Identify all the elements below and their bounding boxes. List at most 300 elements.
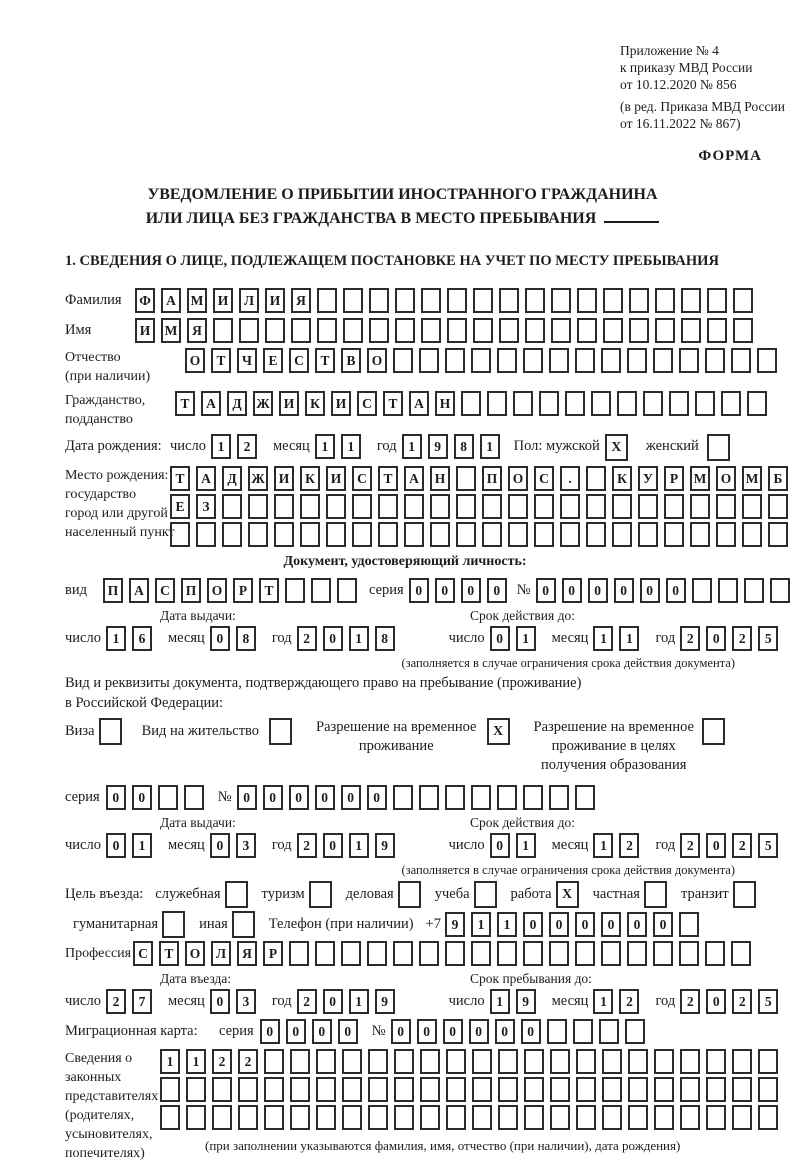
char-cell[interactable] [289,941,309,966]
char-cell[interactable] [445,941,465,966]
char-cell[interactable] [316,1077,336,1102]
char-cell[interactable]: 0 [323,833,343,858]
char-cell[interactable]: Н [435,391,455,416]
char-cell[interactable] [368,1105,388,1130]
char-cell[interactable] [680,1105,700,1130]
char-cell[interactable]: 0 [315,785,335,810]
char-cell[interactable]: И [265,288,285,313]
char-cell[interactable] [768,494,788,519]
char-cell[interactable] [523,348,543,373]
char-cell[interactable]: Ф [135,288,155,313]
char-cell[interactable]: Т [315,348,335,373]
char-cell[interactable] [445,785,465,810]
char-cell[interactable] [669,391,689,416]
char-cell[interactable] [352,522,372,547]
char-cell[interactable] [238,1105,258,1130]
char-cell[interactable]: 0 [487,578,507,603]
char-cell[interactable] [368,1077,388,1102]
char-cell[interactable] [456,522,476,547]
char-cell[interactable]: 0 [210,989,230,1014]
char-cell[interactable]: 0 [521,1019,541,1044]
char-cell[interactable] [690,494,710,519]
char-cell[interactable] [430,522,450,547]
char-cell[interactable]: Р [263,941,283,966]
char-cell[interactable] [586,522,606,547]
char-cell[interactable] [629,318,649,343]
char-cell[interactable] [524,1105,544,1130]
char-cell[interactable]: 0 [562,578,582,603]
char-cell[interactable] [404,522,424,547]
char-cell[interactable]: Ж [253,391,273,416]
char-cell[interactable] [430,494,450,519]
char-cell[interactable] [393,785,413,810]
char-cell[interactable]: К [612,466,632,491]
char-cell[interactable] [497,941,517,966]
char-cell[interactable] [508,522,528,547]
char-cell[interactable]: С [289,348,309,373]
char-cell[interactable] [643,391,663,416]
char-cell[interactable]: X [605,434,628,461]
char-cell[interactable] [591,391,611,416]
char-cell[interactable] [575,348,595,373]
char-cell[interactable] [212,1077,232,1102]
char-cell[interactable] [378,494,398,519]
char-cell[interactable] [309,881,332,908]
char-cell[interactable]: 0 [341,785,361,810]
char-cell[interactable]: 0 [237,785,257,810]
char-cell[interactable] [732,1077,752,1102]
char-cell[interactable] [274,494,294,519]
char-cell[interactable] [577,288,597,313]
char-cell[interactable] [316,1105,336,1130]
char-cell[interactable] [472,1105,492,1130]
char-cell[interactable] [394,1077,414,1102]
char-cell[interactable]: 0 [323,626,343,651]
char-cell[interactable]: 0 [435,578,455,603]
char-cell[interactable] [575,941,595,966]
char-cell[interactable]: 2 [680,626,700,651]
char-cell[interactable]: М [742,466,762,491]
char-cell[interactable] [550,1077,570,1102]
char-cell[interactable]: А [161,288,181,313]
char-cell[interactable] [586,494,606,519]
char-cell[interactable]: 2 [732,626,752,651]
char-cell[interactable] [524,1049,544,1074]
char-cell[interactable] [524,1077,544,1102]
char-cell[interactable] [702,718,725,745]
char-cell[interactable] [718,578,738,603]
char-cell[interactable] [213,318,233,343]
char-cell[interactable] [498,1049,518,1074]
char-cell[interactable]: 1 [480,434,500,459]
char-cell[interactable] [628,1105,648,1130]
char-cell[interactable]: 0 [575,912,595,937]
char-cell[interactable] [655,288,675,313]
char-cell[interactable] [264,1077,284,1102]
char-cell[interactable] [446,1105,466,1130]
char-cell[interactable] [733,881,756,908]
char-cell[interactable] [680,1077,700,1102]
char-cell[interactable]: 0 [312,1019,332,1044]
char-cell[interactable]: . [560,466,580,491]
char-cell[interactable]: 8 [454,434,474,459]
char-cell[interactable]: 0 [263,785,283,810]
char-cell[interactable] [679,941,699,966]
char-cell[interactable] [716,494,736,519]
char-cell[interactable] [744,578,764,603]
char-cell[interactable]: 3 [236,989,256,1014]
char-cell[interactable]: М [690,466,710,491]
char-cell[interactable] [342,1105,362,1130]
char-cell[interactable]: 1 [186,1049,206,1074]
char-cell[interactable]: 3 [236,833,256,858]
char-cell[interactable]: 1 [160,1049,180,1074]
char-cell[interactable] [264,1105,284,1130]
char-cell[interactable]: 0 [286,1019,306,1044]
char-cell[interactable] [160,1077,180,1102]
char-cell[interactable]: 9 [375,833,395,858]
char-cell[interactable]: С [357,391,377,416]
char-cell[interactable] [393,941,413,966]
char-cell[interactable] [378,522,398,547]
char-cell[interactable] [420,1049,440,1074]
char-cell[interactable] [625,1019,645,1044]
char-cell[interactable] [419,348,439,373]
char-cell[interactable]: 2 [680,989,700,1014]
char-cell[interactable]: 2 [238,1049,258,1074]
char-cell[interactable]: И [135,318,155,343]
char-cell[interactable] [576,1049,596,1074]
char-cell[interactable] [601,348,621,373]
char-cell[interactable] [499,318,519,343]
char-cell[interactable] [212,1105,232,1130]
char-cell[interactable] [186,1077,206,1102]
char-cell[interactable]: 9 [445,912,465,937]
char-cell[interactable]: Н [430,466,450,491]
char-cell[interactable] [644,881,667,908]
char-cell[interactable] [681,288,701,313]
char-cell[interactable] [341,941,361,966]
char-cell[interactable]: 0 [469,1019,489,1044]
char-cell[interactable]: Т [378,466,398,491]
char-cell[interactable] [420,1077,440,1102]
char-cell[interactable]: Я [291,288,311,313]
char-cell[interactable] [326,522,346,547]
char-cell[interactable]: И [213,288,233,313]
char-cell[interactable]: 5 [758,989,778,1014]
char-cell[interactable] [395,318,415,343]
char-cell[interactable] [732,1049,752,1074]
char-cell[interactable] [525,318,545,343]
char-cell[interactable]: К [300,466,320,491]
char-cell[interactable]: 1 [516,626,536,651]
char-cell[interactable] [337,578,357,603]
char-cell[interactable]: 0 [536,578,556,603]
char-cell[interactable] [539,391,559,416]
char-cell[interactable] [549,785,569,810]
char-cell[interactable]: 0 [549,912,569,937]
char-cell[interactable]: 1 [402,434,422,459]
char-cell[interactable] [291,318,311,343]
char-cell[interactable]: И [326,466,346,491]
char-cell[interactable] [612,494,632,519]
char-cell[interactable] [487,391,507,416]
char-cell[interactable] [523,941,543,966]
char-cell[interactable] [456,494,476,519]
char-cell[interactable] [586,466,606,491]
char-cell[interactable] [311,578,331,603]
char-cell[interactable] [398,881,421,908]
char-cell[interactable] [576,1105,596,1130]
char-cell[interactable] [471,785,491,810]
char-cell[interactable] [248,494,268,519]
char-cell[interactable] [599,1019,619,1044]
char-cell[interactable] [394,1049,414,1074]
char-cell[interactable] [264,1049,284,1074]
char-cell[interactable]: 0 [601,912,621,937]
char-cell[interactable] [573,1019,593,1044]
char-cell[interactable]: 0 [461,578,481,603]
char-cell[interactable]: А [409,391,429,416]
char-cell[interactable]: 2 [237,434,257,459]
char-cell[interactable] [602,1049,622,1074]
char-cell[interactable] [758,1049,778,1074]
char-cell[interactable]: 9 [428,434,448,459]
char-cell[interactable]: 1 [593,833,613,858]
char-cell[interactable] [316,1049,336,1074]
char-cell[interactable]: Д [227,391,247,416]
char-cell[interactable]: 0 [106,785,126,810]
char-cell[interactable] [499,288,519,313]
char-cell[interactable]: М [187,288,207,313]
char-cell[interactable]: С [155,578,175,603]
char-cell[interactable]: 0 [523,912,543,937]
char-cell[interactable] [575,785,595,810]
char-cell[interactable] [472,1077,492,1102]
char-cell[interactable]: У [638,466,658,491]
char-cell[interactable]: И [331,391,351,416]
char-cell[interactable]: X [556,881,579,908]
char-cell[interactable] [638,522,658,547]
char-cell[interactable]: 1 [593,989,613,1014]
char-cell[interactable]: Ж [248,466,268,491]
char-cell[interactable]: П [482,466,502,491]
char-cell[interactable] [290,1105,310,1130]
char-cell[interactable] [706,1049,726,1074]
char-cell[interactable]: Т [170,466,190,491]
char-cell[interactable] [758,1105,778,1130]
char-cell[interactable]: 6 [132,626,152,651]
char-cell[interactable]: 0 [627,912,647,937]
char-cell[interactable] [655,318,675,343]
char-cell[interactable]: 0 [391,1019,411,1044]
char-cell[interactable] [654,1105,674,1130]
char-cell[interactable]: 1 [132,833,152,858]
char-cell[interactable] [547,1019,567,1044]
char-cell[interactable] [239,318,259,343]
char-cell[interactable] [162,911,185,938]
char-cell[interactable] [421,288,441,313]
char-cell[interactable] [473,318,493,343]
char-cell[interactable]: И [274,466,294,491]
char-cell[interactable]: 1 [349,989,369,1014]
char-cell[interactable] [160,1105,180,1130]
char-cell[interactable] [342,1049,362,1074]
char-cell[interactable]: 2 [732,833,752,858]
char-cell[interactable]: А [129,578,149,603]
char-cell[interactable] [315,941,335,966]
char-cell[interactable] [653,348,673,373]
char-cell[interactable]: С [352,466,372,491]
char-cell[interactable] [352,494,372,519]
char-cell[interactable]: В [341,348,361,373]
char-cell[interactable]: 1 [341,434,361,459]
char-cell[interactable] [629,288,649,313]
char-cell[interactable]: П [103,578,123,603]
char-cell[interactable] [474,881,497,908]
char-cell[interactable] [446,1077,466,1102]
char-cell[interactable] [742,522,762,547]
char-cell[interactable] [419,941,439,966]
char-cell[interactable] [482,522,502,547]
char-cell[interactable]: О [508,466,528,491]
char-cell[interactable]: 7 [132,989,152,1014]
char-cell[interactable] [367,941,387,966]
char-cell[interactable]: 2 [680,833,700,858]
char-cell[interactable] [473,288,493,313]
char-cell[interactable] [446,1049,466,1074]
char-cell[interactable] [565,391,585,416]
char-cell[interactable]: 0 [614,578,634,603]
char-cell[interactable] [692,578,712,603]
char-cell[interactable] [497,785,517,810]
char-cell[interactable] [747,391,767,416]
char-cell[interactable]: 2 [297,626,317,651]
char-cell[interactable]: Д [222,466,242,491]
char-cell[interactable] [716,522,736,547]
char-cell[interactable] [186,1105,206,1130]
char-cell[interactable] [732,1105,752,1130]
char-cell[interactable]: Т [175,391,195,416]
char-cell[interactable]: 0 [409,578,429,603]
char-cell[interactable] [525,288,545,313]
char-cell[interactable]: Т [383,391,403,416]
char-cell[interactable]: 0 [495,1019,515,1044]
char-cell[interactable]: С [534,466,554,491]
char-cell[interactable] [654,1049,674,1074]
char-cell[interactable]: 1 [349,833,369,858]
char-cell[interactable] [222,522,242,547]
char-cell[interactable]: 2 [297,989,317,1014]
char-cell[interactable]: 0 [666,578,686,603]
char-cell[interactable]: 1 [619,626,639,651]
char-cell[interactable]: 0 [289,785,309,810]
char-cell[interactable]: Т [159,941,179,966]
char-cell[interactable]: 1 [516,833,536,858]
char-cell[interactable] [300,494,320,519]
char-cell[interactable]: О [367,348,387,373]
char-cell[interactable] [731,941,751,966]
char-cell[interactable] [269,718,292,745]
char-cell[interactable] [757,348,777,373]
char-cell[interactable] [551,318,571,343]
char-cell[interactable]: О [716,466,736,491]
char-cell[interactable] [707,318,727,343]
char-cell[interactable] [447,288,467,313]
char-cell[interactable] [404,494,424,519]
char-cell[interactable]: О [185,941,205,966]
char-cell[interactable] [472,1049,492,1074]
char-cell[interactable] [421,318,441,343]
char-cell[interactable]: 0 [706,989,726,1014]
char-cell[interactable] [369,318,389,343]
char-cell[interactable]: 1 [593,626,613,651]
char-cell[interactable] [471,348,491,373]
char-cell[interactable]: 0 [706,833,726,858]
char-cell[interactable] [534,494,554,519]
char-cell[interactable]: М [161,318,181,343]
char-cell[interactable] [317,318,337,343]
char-cell[interactable] [498,1105,518,1130]
char-cell[interactable] [419,785,439,810]
char-cell[interactable]: А [201,391,221,416]
char-cell[interactable]: 0 [588,578,608,603]
char-cell[interactable]: 0 [323,989,343,1014]
char-cell[interactable] [770,578,790,603]
char-cell[interactable] [497,348,517,373]
char-cell[interactable]: 2 [619,833,639,858]
char-cell[interactable] [664,494,684,519]
char-cell[interactable] [461,391,481,416]
char-cell[interactable]: Я [237,941,257,966]
char-cell[interactable] [498,1077,518,1102]
char-cell[interactable] [232,911,255,938]
char-cell[interactable] [603,318,623,343]
char-cell[interactable] [394,1105,414,1130]
char-cell[interactable] [768,522,788,547]
char-cell[interactable] [549,348,569,373]
char-cell[interactable] [225,881,248,908]
char-cell[interactable] [290,1077,310,1102]
char-cell[interactable] [368,1049,388,1074]
char-cell[interactable] [447,318,467,343]
char-cell[interactable]: 2 [212,1049,232,1074]
char-cell[interactable] [733,318,753,343]
char-cell[interactable] [158,785,178,810]
char-cell[interactable] [549,941,569,966]
char-cell[interactable] [654,1077,674,1102]
char-cell[interactable]: 9 [516,989,536,1014]
char-cell[interactable]: Я [187,318,207,343]
char-cell[interactable]: 0 [338,1019,358,1044]
char-cell[interactable] [731,348,751,373]
char-cell[interactable]: К [305,391,325,416]
char-cell[interactable]: 2 [619,989,639,1014]
char-cell[interactable] [343,318,363,343]
char-cell[interactable] [577,318,597,343]
char-cell[interactable] [705,348,725,373]
char-cell[interactable]: 8 [375,626,395,651]
char-cell[interactable]: О [207,578,227,603]
char-cell[interactable]: 0 [210,833,230,858]
char-cell[interactable]: Е [170,494,190,519]
char-cell[interactable] [265,318,285,343]
char-cell[interactable] [508,494,528,519]
char-cell[interactable]: 2 [106,989,126,1014]
char-cell[interactable] [681,318,701,343]
char-cell[interactable]: 9 [375,989,395,1014]
char-cell[interactable] [342,1077,362,1102]
